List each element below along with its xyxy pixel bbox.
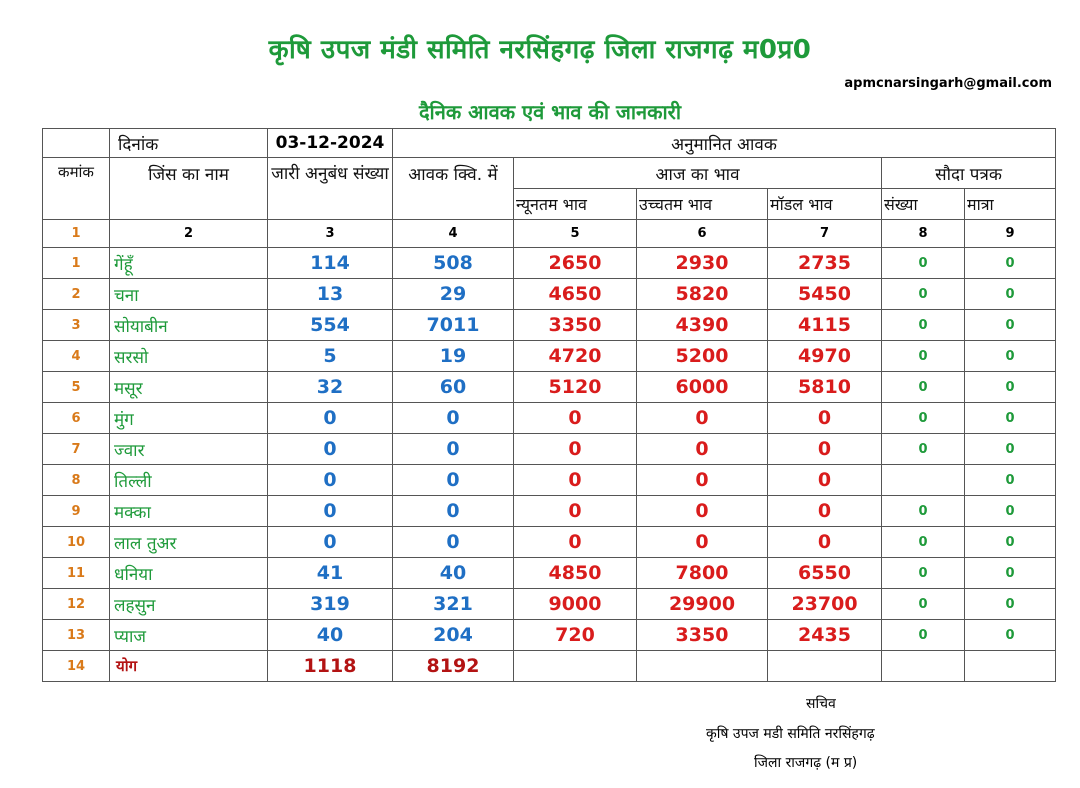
permit-count: 0	[268, 496, 393, 527]
page-subtitle: दैनिक आवक एवं भाव की जानकारी	[418, 100, 682, 124]
sauda-count	[882, 465, 965, 496]
commodity-name: गेंहूँ	[110, 248, 268, 279]
commodity-name: लाल तुअर	[110, 527, 268, 558]
column-number: 9	[965, 220, 1056, 248]
sauda-quantity: 0	[965, 248, 1056, 279]
modal-price: 5450	[768, 279, 882, 310]
min-price: 0	[514, 465, 637, 496]
commodity-name: मक्का	[110, 496, 268, 527]
commodity-name: सरसो	[110, 341, 268, 372]
arrival-quantity: 0	[393, 434, 514, 465]
arrival-quantity: 508	[393, 248, 514, 279]
max-price: 0	[637, 527, 768, 558]
row-sno: 4	[43, 341, 110, 372]
column-number: 4	[393, 220, 514, 248]
email-address: apmcnarsingarh@gmail.com	[844, 76, 1052, 91]
row-sno: 13	[43, 620, 110, 651]
permit-count: 41	[268, 558, 393, 589]
modal-price: 0	[768, 465, 882, 496]
arrival-quantity: 321	[393, 589, 514, 620]
commodity-name: मसूर	[110, 372, 268, 403]
sauda-count: 0	[882, 496, 965, 527]
row-sno: 8	[43, 465, 110, 496]
modal-price: 2735	[768, 248, 882, 279]
total-empty-cell	[882, 651, 965, 682]
commodity-name: तिल्ली	[110, 465, 268, 496]
row-sno: 10	[43, 527, 110, 558]
arrival-quantity: 40	[393, 558, 514, 589]
min-price: 0	[514, 434, 637, 465]
arrival-quantity: 0	[393, 403, 514, 434]
col-min-header: न्यूनतम भाव	[514, 189, 637, 220]
table-row	[43, 248, 1056, 279]
sauda-quantity: 0	[965, 589, 1056, 620]
commodity-name: ज्वार	[110, 434, 268, 465]
permit-count: 13	[268, 279, 393, 310]
table-row	[43, 558, 1056, 589]
col-commodity-header: जिंस का नाम	[110, 158, 268, 220]
col-modal-header: मॉडल भाव	[768, 189, 882, 220]
sauda-count: 0	[882, 558, 965, 589]
sauda-quantity: 0	[965, 465, 1056, 496]
table-row	[43, 589, 1056, 620]
total-row	[43, 651, 1056, 682]
table-row	[43, 527, 1056, 558]
permit-count: 32	[268, 372, 393, 403]
modal-price: 4115	[768, 310, 882, 341]
max-price: 7800	[637, 558, 768, 589]
permit-count: 0	[268, 403, 393, 434]
arrival-quantity: 0	[393, 496, 514, 527]
modal-price: 0	[768, 496, 882, 527]
page-title: कृषि उपज मंडी समिति नरसिंहगढ़ जिला राजगढ़ म0प्र0	[268, 35, 812, 65]
permit-count: 554	[268, 310, 393, 341]
sauda-quantity: 0	[965, 527, 1056, 558]
sauda-count: 0	[882, 248, 965, 279]
commodity-name: धनिया	[110, 558, 268, 589]
column-number: 1	[43, 220, 110, 248]
sauda-quantity: 0	[965, 279, 1056, 310]
max-price: 0	[637, 465, 768, 496]
max-price: 29900	[637, 589, 768, 620]
table-row	[43, 341, 1056, 372]
col-arrival-header: आवक क्वि. में	[393, 158, 514, 220]
sauda-count: 0	[882, 341, 965, 372]
permit-count: 319	[268, 589, 393, 620]
max-price: 6000	[637, 372, 768, 403]
arrival-quantity: 0	[393, 465, 514, 496]
max-price: 4390	[637, 310, 768, 341]
column-number: 2	[110, 220, 268, 248]
arrival-quantity: 204	[393, 620, 514, 651]
permit-count: 0	[268, 434, 393, 465]
row-sno: 1	[43, 248, 110, 279]
sauda-count: 0	[882, 434, 965, 465]
arrival-quantity: 29	[393, 279, 514, 310]
table-row	[43, 372, 1056, 403]
sauda-header: सौदा पत्रक	[882, 158, 1056, 189]
header-row-columns	[43, 158, 1056, 189]
total-arrival: 8192	[393, 651, 514, 682]
row-sno: 7	[43, 434, 110, 465]
min-price: 720	[514, 620, 637, 651]
arrival-quantity: 60	[393, 372, 514, 403]
permit-count: 0	[268, 465, 393, 496]
max-price: 5200	[637, 341, 768, 372]
row-sno: 2	[43, 279, 110, 310]
modal-price: 0	[768, 434, 882, 465]
sauda-count: 0	[882, 403, 965, 434]
arrival-price-table	[42, 128, 1056, 682]
min-price: 2650	[514, 248, 637, 279]
sauda-count: 0	[882, 279, 965, 310]
sauda-quantity: 0	[965, 620, 1056, 651]
table-row	[43, 496, 1056, 527]
min-price: 3350	[514, 310, 637, 341]
min-price: 5120	[514, 372, 637, 403]
modal-price: 2435	[768, 620, 882, 651]
estimated-arrival-header: अनुमानित आवक	[393, 129, 1056, 158]
min-price: 4720	[514, 341, 637, 372]
sauda-count: 0	[882, 527, 965, 558]
col-permit-header: जारी अनुबंध संख्या	[268, 158, 393, 220]
total-label: योग	[110, 651, 268, 682]
min-price: 0	[514, 496, 637, 527]
max-price: 2930	[637, 248, 768, 279]
total-permit: 1118	[268, 651, 393, 682]
permit-count: 40	[268, 620, 393, 651]
sauda-quantity: 0	[965, 496, 1056, 527]
modal-price: 4970	[768, 341, 882, 372]
table-row	[43, 310, 1056, 341]
row-sno: 12	[43, 589, 110, 620]
max-price: 0	[637, 434, 768, 465]
col-count-header: संख्या	[882, 189, 965, 220]
table-row	[43, 434, 1056, 465]
col-max-header: उच्चतम भाव	[637, 189, 768, 220]
row-sno: 9	[43, 496, 110, 527]
permit-count: 5	[268, 341, 393, 372]
max-price: 0	[637, 403, 768, 434]
min-price: 0	[514, 403, 637, 434]
commodity-name: चना	[110, 279, 268, 310]
row-sno: 5	[43, 372, 110, 403]
header-empty-cell	[43, 129, 110, 158]
row-sno: 3	[43, 310, 110, 341]
col-sno-header: कमांक	[43, 158, 110, 220]
modal-price: 0	[768, 527, 882, 558]
table-row	[43, 279, 1056, 310]
min-price: 4650	[514, 279, 637, 310]
min-price: 9000	[514, 589, 637, 620]
sauda-count: 0	[882, 589, 965, 620]
column-number: 5	[514, 220, 637, 248]
commodity-name: लहसुन	[110, 589, 268, 620]
total-empty-cell	[768, 651, 882, 682]
sauda-quantity: 0	[965, 310, 1056, 341]
row-sno: 11	[43, 558, 110, 589]
date-label: दिनांक	[110, 129, 268, 158]
permit-count: 114	[268, 248, 393, 279]
table-row	[43, 465, 1056, 496]
todays-price-header: आज का भाव	[514, 158, 882, 189]
max-price: 0	[637, 496, 768, 527]
row-sno: 6	[43, 403, 110, 434]
table-row	[43, 403, 1056, 434]
column-number: 8	[882, 220, 965, 248]
commodity-name: सोयाबीन	[110, 310, 268, 341]
column-number: 3	[268, 220, 393, 248]
column-number: 7	[768, 220, 882, 248]
permit-count: 0	[268, 527, 393, 558]
arrival-quantity: 7011	[393, 310, 514, 341]
modal-price: 6550	[768, 558, 882, 589]
total-empty-cell	[514, 651, 637, 682]
sauda-quantity: 0	[965, 434, 1056, 465]
modal-price: 5810	[768, 372, 882, 403]
modal-price: 0	[768, 403, 882, 434]
sauda-quantity: 0	[965, 372, 1056, 403]
total-empty-cell	[965, 651, 1056, 682]
total-empty-cell	[637, 651, 768, 682]
footer-organization: कृषि उपज मडी समिति नरसिंहगढ़	[706, 726, 875, 742]
header-row-date	[43, 129, 1056, 158]
commodity-name: मुंग	[110, 403, 268, 434]
column-number: 6	[637, 220, 768, 248]
footer-designation: सचिव	[806, 696, 836, 712]
sauda-quantity: 0	[965, 558, 1056, 589]
min-price: 0	[514, 527, 637, 558]
sauda-count: 0	[882, 372, 965, 403]
commodity-name: प्याज	[110, 620, 268, 651]
modal-price: 23700	[768, 589, 882, 620]
max-price: 5820	[637, 279, 768, 310]
sauda-quantity: 0	[965, 341, 1056, 372]
arrival-quantity: 19	[393, 341, 514, 372]
date-value: 03-12-2024	[268, 129, 393, 158]
sauda-quantity: 0	[965, 403, 1056, 434]
arrival-quantity: 0	[393, 527, 514, 558]
column-number-row	[43, 220, 1056, 248]
footer-district: जिला राजगढ़ (म प्र)	[754, 755, 858, 771]
total-sno: 14	[43, 651, 110, 682]
col-qty-header: मात्रा	[965, 189, 1056, 220]
min-price: 4850	[514, 558, 637, 589]
max-price: 3350	[637, 620, 768, 651]
sauda-count: 0	[882, 620, 965, 651]
table-row	[43, 620, 1056, 651]
sauda-count: 0	[882, 310, 965, 341]
